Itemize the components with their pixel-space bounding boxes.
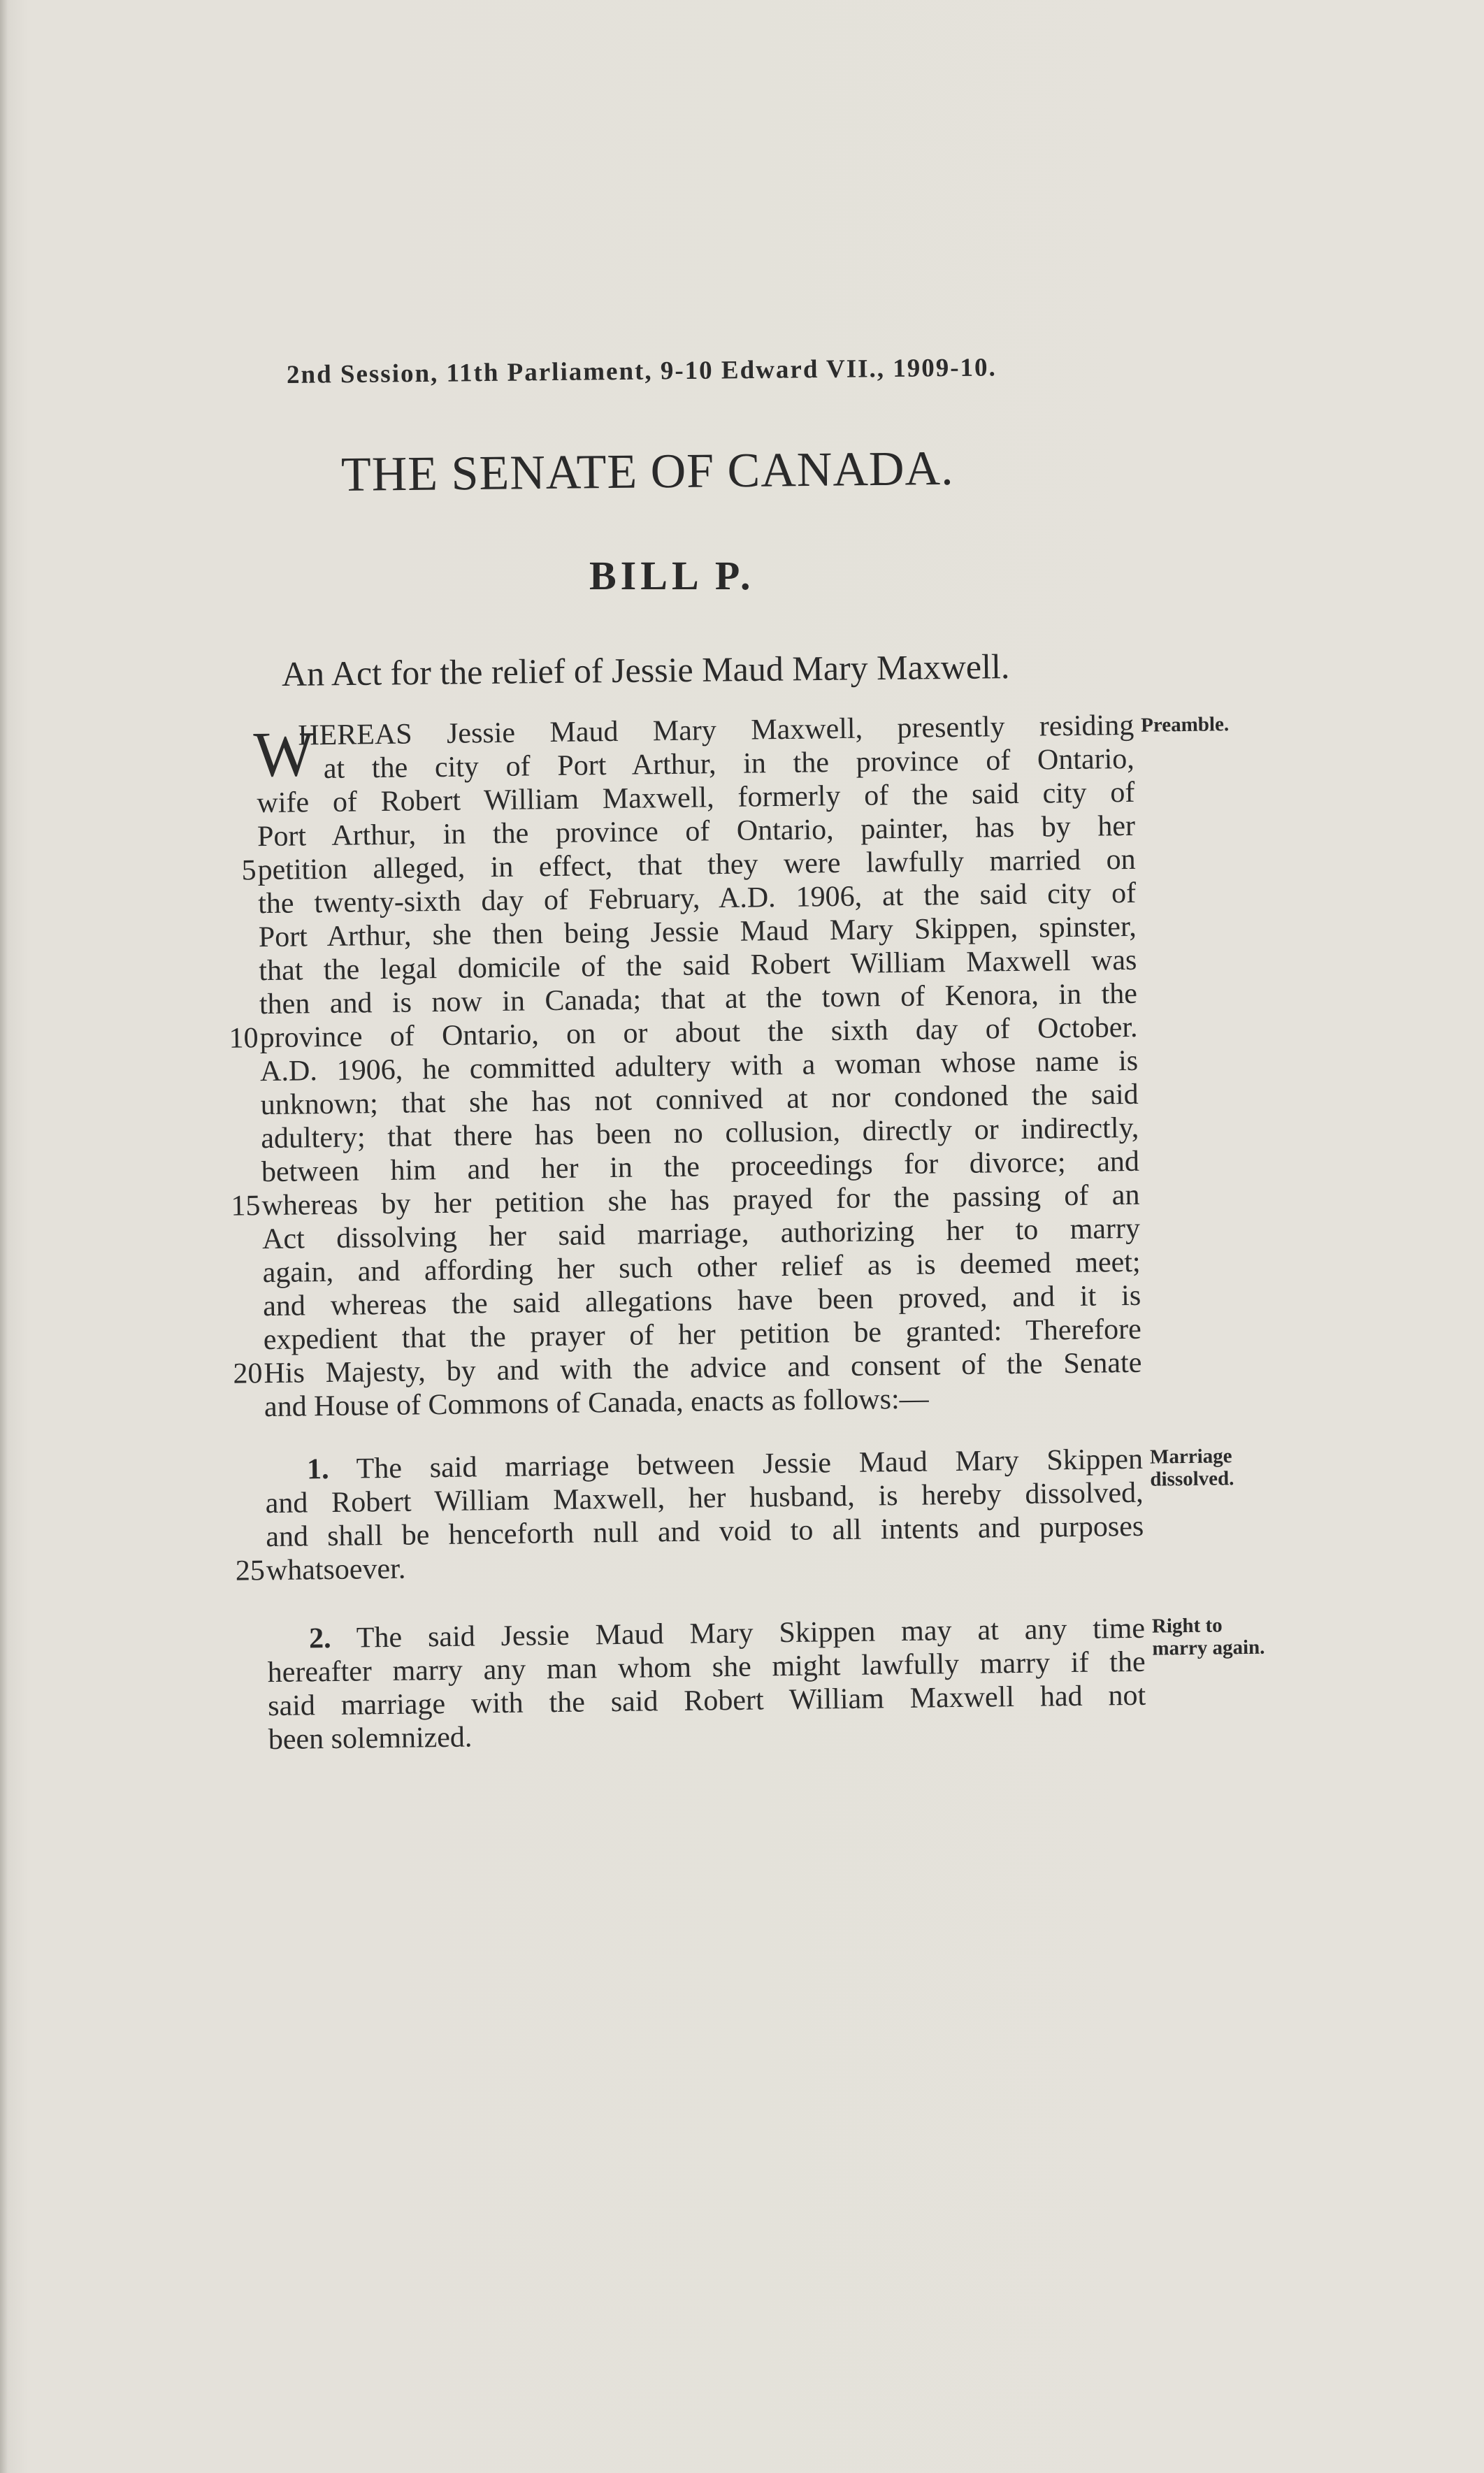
line-number — [212, 954, 257, 955]
margin-note-text: Right to — [1151, 1614, 1223, 1638]
line-text: and Robert William Maxwell, her husband, is hereby dissolved, — [265, 1476, 1144, 1520]
line-text: said marriage with the said Robert William Maxwell had not — [267, 1679, 1146, 1723]
margin-note-text: dissolved. — [1150, 1467, 1234, 1491]
line-number — [214, 1088, 259, 1089]
line-text: the twenty-sixth day of February, A.D. 1906, at the said city of — [257, 877, 1137, 921]
line-text: and shall be henceforth null and void to all intents and purposes — [266, 1510, 1144, 1554]
line-text: Port Arthur, she then being Jessie Maud Mary Skippen, spinster, — [258, 910, 1137, 954]
line-text: that the legal domicile of the said Robert William Maxwell was — [259, 944, 1137, 988]
line-number — [215, 1155, 260, 1156]
margin-note-preamble — [1141, 713, 1229, 737]
line-number: 15 — [231, 1190, 261, 1223]
line-number — [211, 820, 256, 821]
line-number: 5 — [241, 854, 257, 887]
margin-note-text: marry again. — [1152, 1636, 1265, 1660]
preamble — [210, 707, 1300, 1424]
margin-note-marriage-dissolved — [1150, 1445, 1234, 1490]
act-title: An Act for the relief of Jessie Maud Mary Maxwell. — [281, 647, 1010, 693]
line-number — [219, 1453, 264, 1454]
section-number: 1. — [306, 1452, 329, 1486]
line-number — [221, 1622, 266, 1623]
line-number: 25 — [235, 1555, 266, 1587]
bill-body — [210, 707, 1300, 1757]
line-text: and whereas the said allegations have been proved, and it is — [262, 1279, 1141, 1323]
line-number — [215, 1122, 259, 1123]
line-number — [216, 1256, 261, 1257]
line-number — [210, 753, 255, 754]
line-text: adultery; that there has been no collusion, directly or indirectly, — [261, 1111, 1139, 1155]
page-binding-edge — [0, 0, 7, 2473]
line-text: whatsoever. — [266, 1552, 406, 1587]
line-text: again, and affording her such other relief as is deemed meet; — [262, 1246, 1141, 1290]
line-text: province of Ontario, on or about the sixth day of October. — [259, 1011, 1138, 1055]
line-text: between him and her in the proceedings for divorce; and — [261, 1145, 1140, 1189]
line-number — [210, 786, 255, 787]
line-text: Port Arthur, in the province of Ontario, painter, has by her — [257, 809, 1136, 853]
bill-title: BILL P. — [589, 553, 755, 598]
margin-note-text: Marriage — [1149, 1445, 1232, 1469]
line-number — [218, 1390, 263, 1391]
drop-cap: W — [252, 718, 315, 791]
line-number: 20 — [233, 1357, 263, 1390]
section-text: The said marriage between Jessie Maud Mary Skippen — [356, 1443, 1144, 1485]
section-text: The said Jessie Maud Mary Skippen may at any time — [356, 1612, 1146, 1654]
line-text: HEREAS Jessie Maud Mary Maxwell, presently residing — [298, 709, 1134, 752]
line-text: whereas by her petition she has prayed for the passing of an — [261, 1178, 1140, 1223]
section-number: 2. — [308, 1622, 331, 1655]
line-number — [221, 1656, 266, 1657]
line-number — [210, 719, 254, 720]
line-number — [212, 887, 257, 888]
line-text: then and is now in Canada; that at the town of Kenora, in the — [259, 977, 1138, 1021]
line-number — [222, 1723, 267, 1724]
line-text: A.D. 1906, he committed adultery with a woman whose name is — [259, 1044, 1139, 1088]
institution-title: THE SENATE OF CANADA. — [340, 441, 954, 502]
line-text: expedient that the prayer of her petition be granted: Therefore — [263, 1313, 1142, 1357]
margin-note-right-to-marry-again — [1152, 1614, 1265, 1660]
line-text: His Majesty, by and with the advice and consent of the Senate — [264, 1346, 1142, 1390]
line-text: at the city of Port Arthur, in the province of Ontario, — [323, 742, 1135, 786]
line-text: hereafter marry any man whom she might lawfully marry if the — [267, 1645, 1146, 1689]
line-number: 10 — [229, 1022, 259, 1055]
line-text: Act dissolving her said marriage, authorizing her to marry — [261, 1212, 1141, 1256]
line-number — [217, 1323, 262, 1324]
line-text: and House of Commons of Canada, enacts as follows:— — [264, 1383, 929, 1424]
line-number — [222, 1689, 266, 1690]
line-text: been solemnized. — [268, 1721, 473, 1757]
line-text: unknown; that she has not connived at nor condoned the said — [260, 1078, 1139, 1122]
line-text: wife of Robert William Maxwell, formerly of the said city of — [257, 776, 1135, 820]
session-line: 2nd Session, 11th Parliament, 9-10 Edward VII., 1909-10. — [286, 353, 997, 389]
line-number — [219, 1520, 264, 1521]
margin-note-text: Preamble. — [1140, 713, 1230, 737]
line-text: petition alleged, in effect, that they were lawfully married on — [257, 843, 1136, 887]
